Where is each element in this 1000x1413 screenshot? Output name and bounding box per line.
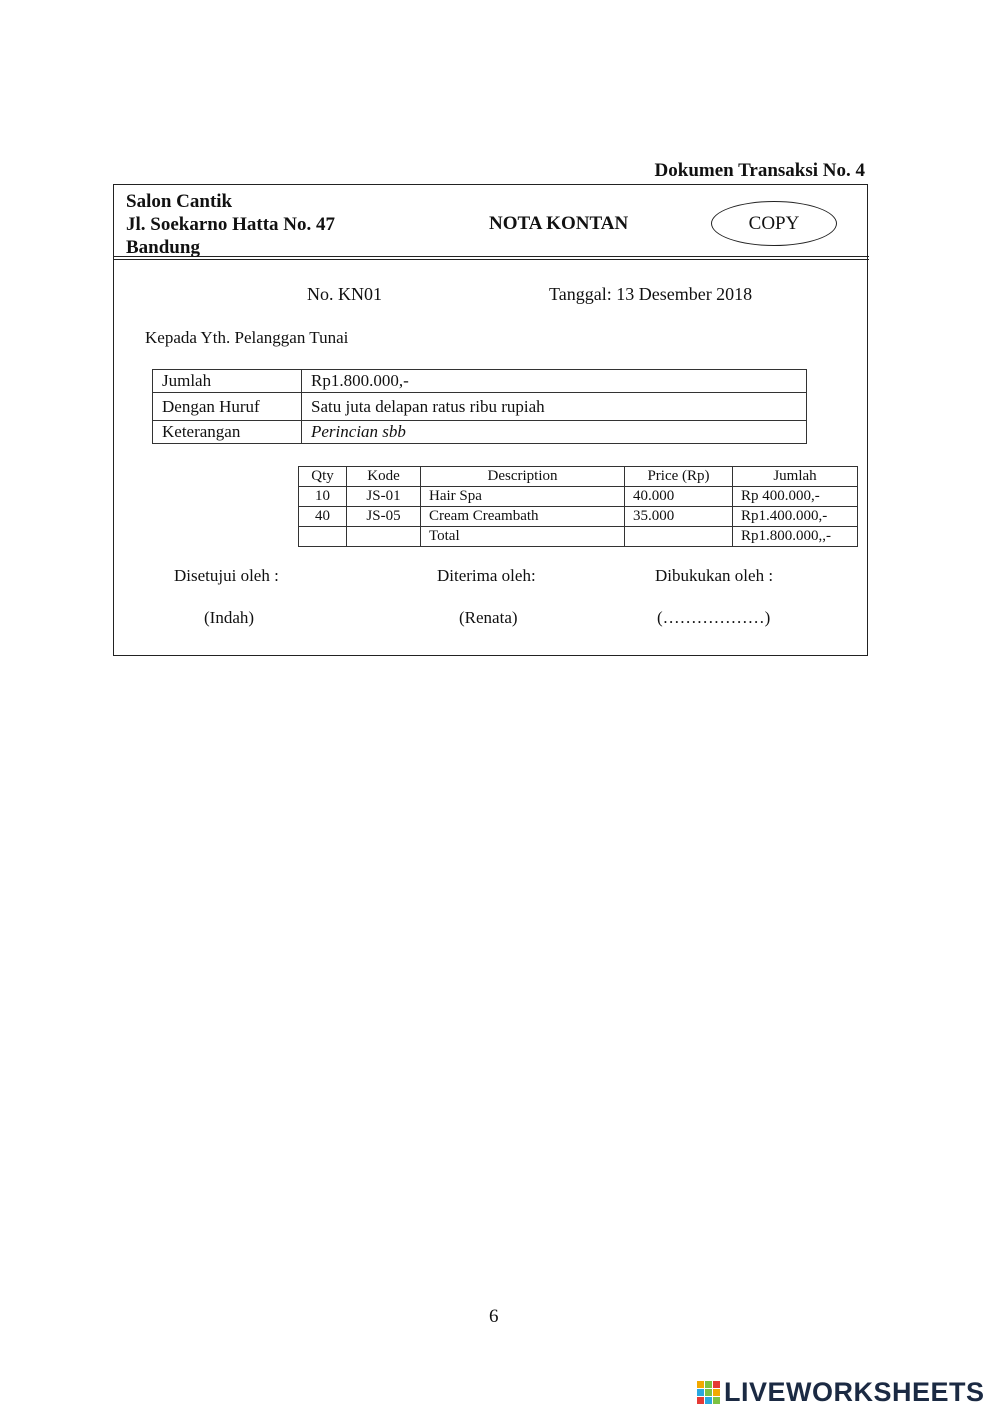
logo-square bbox=[713, 1389, 720, 1396]
company-address: Jl. Soekarno Hatta No. 47 bbox=[126, 214, 335, 235]
logo-square bbox=[705, 1397, 712, 1404]
liveworksheets-brand[interactable] bbox=[697, 1377, 985, 1408]
info-label: Jumlah bbox=[153, 370, 302, 393]
company-city: Bandung bbox=[126, 237, 200, 258]
column-header: Price (Rp) bbox=[625, 467, 733, 487]
total-jumlah: Rp1.800.000,,- bbox=[733, 527, 858, 547]
logo-square bbox=[697, 1389, 704, 1396]
signature-role-approved: Disetujui oleh : bbox=[174, 566, 279, 585]
company-block bbox=[126, 190, 335, 259]
column-header: Jumlah bbox=[733, 467, 858, 487]
page-number: 6 bbox=[489, 1306, 499, 1327]
receipt-number: No. KN01 bbox=[307, 284, 382, 304]
column-header: Description bbox=[421, 467, 625, 487]
item-price: 35.000 bbox=[625, 507, 733, 527]
item-jumlah: Rp 400.000,- bbox=[733, 487, 858, 507]
copy-stamp-label: COPY bbox=[748, 212, 800, 234]
total-row bbox=[299, 527, 858, 547]
column-header: Kode bbox=[347, 467, 421, 487]
item-price: 40.000 bbox=[625, 487, 733, 507]
item-jumlah: Rp1.400.000,- bbox=[733, 507, 858, 527]
signature-role-received: Diterima oleh: bbox=[437, 566, 536, 585]
info-value: Rp1.800.000,- bbox=[302, 370, 807, 393]
info-label: Keterangan bbox=[153, 421, 302, 444]
liveworksheets-logo-icon bbox=[697, 1381, 720, 1404]
signature-name-approved: (Indah) bbox=[204, 608, 255, 627]
copy-stamp bbox=[711, 201, 837, 246]
logo-square bbox=[705, 1389, 712, 1396]
info-value: Satu juta delapan ratus ribu rupiah bbox=[302, 393, 807, 421]
logo-square bbox=[705, 1381, 712, 1388]
item-description: Hair Spa bbox=[421, 487, 625, 507]
receipt-title: NOTA KONTAN bbox=[489, 213, 629, 234]
item-kode: JS-05 bbox=[347, 507, 421, 527]
logo-square bbox=[697, 1397, 704, 1404]
item-kode: JS-01 bbox=[347, 487, 421, 507]
header-divider-secondary bbox=[113, 259, 869, 260]
signature-name-received: (Renata) bbox=[459, 608, 518, 627]
logo-square bbox=[697, 1381, 704, 1388]
item-qty: 40 bbox=[299, 507, 347, 527]
items-table bbox=[298, 466, 858, 547]
table-row bbox=[299, 507, 858, 527]
recipient: Kepada Yth. Pelanggan Tunai bbox=[145, 328, 349, 347]
document-number: Dokumen Transaksi No. 4 bbox=[654, 160, 865, 181]
logo-square bbox=[713, 1381, 720, 1388]
logo-square bbox=[713, 1397, 720, 1404]
empty-cell bbox=[347, 527, 421, 547]
info-table bbox=[152, 369, 807, 444]
signature-name-booked: (………………) bbox=[657, 608, 771, 627]
column-header: Qty bbox=[299, 467, 347, 487]
empty-cell bbox=[299, 527, 347, 547]
empty-cell bbox=[625, 527, 733, 547]
brand-name: LIVEWORKSHEETS bbox=[724, 1377, 985, 1407]
info-label: Dengan Huruf bbox=[153, 393, 302, 421]
signature-role-booked: Dibukukan oleh : bbox=[655, 566, 774, 585]
item-description: Cream Creambath bbox=[421, 507, 625, 527]
info-value: Perincian sbb bbox=[302, 421, 807, 444]
info-row bbox=[153, 393, 807, 421]
table-row bbox=[299, 487, 858, 507]
info-row bbox=[153, 370, 807, 393]
receipt-date: Tanggal: 13 Desember 2018 bbox=[549, 284, 753, 304]
info-row bbox=[153, 421, 807, 444]
company-name: Salon Cantik bbox=[126, 191, 233, 212]
total-label: Total bbox=[421, 527, 625, 547]
item-qty: 10 bbox=[299, 487, 347, 507]
items-header-row bbox=[299, 467, 858, 487]
